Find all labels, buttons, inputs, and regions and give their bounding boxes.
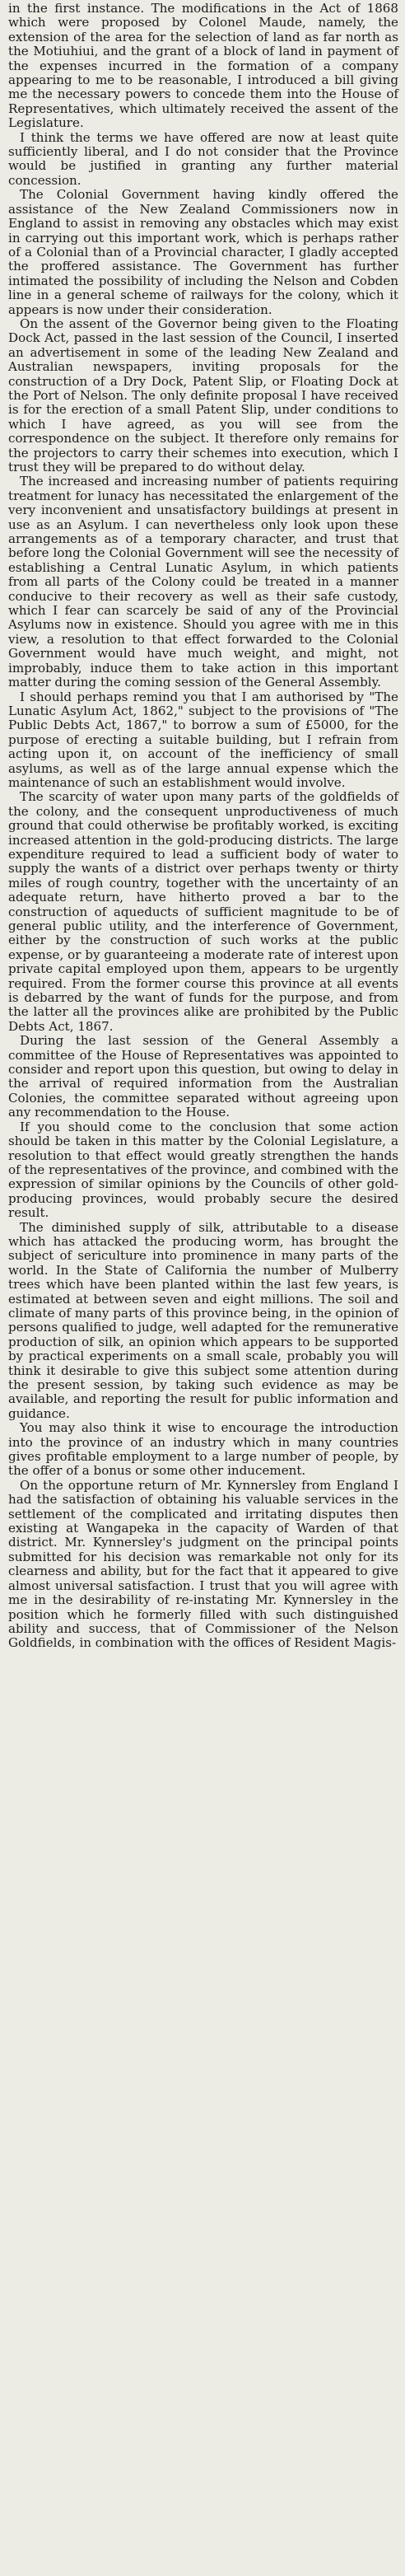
- paragraph-sericulture: The diminished supply of silk, attributable to a disease which has attacked the producing worm, has brought the subject of sericulture into prominence in many parts of the world. In the State of California the number of Mulberry trees which have been planted within the last few years, is estimated at between seven and eight millions. The soil and climate of many parts of this province being, in the opinion of persons qualified to judge, well adapted for the remunerative production of silk, an opinion which appears to be supported by practical experiments on a small scale, probably you will think it desirable to give this subject some attention during the present session, by taking such evidence as may be available, and reporting the result for public information and guidance.: [8, 1219, 398, 1421]
- paragraph-floating-dock: On the assent of the Governor being given to the Floating Dock Act, passed in the last session of the Council, I inserted an advertisement in some of the leading New Zealand and Australian newspapers, inviting proposals for the construction of a Dry Dock, Patent Slip, or Floating Dock at the Port of Nelson. The only definite proposal I have received is for the erection of a small Patent Slip, under conditions to which I have agreed, as you will see from the correspondence on the subject. It therefore only remains for the projectors to carry their schemes into execution, which I trust they will be prepared to do without delay.: [8, 316, 398, 475]
- paragraph-kynnersley: On the opportune return of Mr. Kynnersley from England I had the satisfaction of obtaining his valuable services in the settlement of the complicated and irritating disputes then existing at Wangapeka in the capacity of Warden of that district. Mr. Kynnersley's judgment on the principal points submitted for his decision was remarkable not only for its clearness and ability, but for the fact that it appeared to give almost universal satisfaction. I trust that you will agree with me in the desirability of re-instating Mr. Kynnersley in the position which he formerly filled with such distinguished ability and success, that of Commissioner of the Nelson Goldfields, in combination with the offices of Resident Magis-: [8, 1477, 398, 1651]
- paragraph-lunatic-asylum: The increased and increasing number of patients requiring treatment for lunacy has necessitated the enlargement of the very inconvenient and unsatisfactory buildings at present in use as an Asylum. I can nevertheless only look upon these arrangements as of a temporary character, and trust that before long the Colonial Government will see the necessity of establishing a Central Lunatic Asylum, in which patients from all parts of the Colony could be treated in a manner conducive to their recovery as well as their safe custody, which I fear can scarcely be said of any of the Provincial Asylums now in existence. Should you agree with me in this view, a resolution to that effect forwarded to the Colonial Government would have much weight, and might, not improbably, induce them to take action in this important matter during the coming session of the General Assembly.: [8, 474, 398, 690]
- paragraph-water-scarcity: The scarcity of water upon many parts of the goldfields of the colony, and the consequent unproductiveness of much ground that could otherwise be profitably worked, is exciting increased attention in the gold-producing districts. The large expenditure required to lead a sufficient body of water to supply the wants of a district over perhaps twenty or thirty miles of rough country, together with the uncertainty of an adequate return, have hitherto proved a bar to the construction of aqueducts of sufficient magnitude to be of general public utility, and the interference of Government, either by the construction of such works at the public expense, or by guaranteeing a moderate rate of interest upon private capital employed upon them, appears to be urgently required. From the former course this province at all events is debarred by the want of funds for the purpose, and from the latter all the provinces alike are prohibited by the Public Debts Act, 1867.: [8, 789, 398, 1034]
- paragraph-silk-bonus: You may also think it wise to encourage the introduction into the province of an industry which in many countries gives profitable employment to a large number of people, by the offer of a bonus or some other inducement.: [8, 1420, 398, 1479]
- paragraph-railway-act: in the first instance. The modifications in the Act of 1868 which were proposed by Colonel Maude, namely, the extension of the area for the selection of land as far north as the Motiuhiui, and the grant of a block of land in payment of the expenses incurred in the formation of a company appearing to me to be reasonable, I introduced a bill giving me the necessary powers to concede them into the House of Representatives, which ultimately received the assent of the Legislature.: [8, 1, 398, 131]
- paragraph-colonial-assistance: The Colonial Government having kindly offered the assistance of the New Zealand Commissioners now in England to assist in removing any obstacles which may exist in carrying out this important work, which is perhaps rather of a Colonial than of a Provincial character, I gladly accepted the proffered assistance. The Government has further intimated the possibility of including the Nelson and Cobden line in a general scheme of railways for the colony, which it appears is now under their consideration.: [8, 187, 398, 317]
- paragraph-liberal-terms: I think the terms we have offered are now at least quite sufficiently liberal, and I do not consider that the Province would be justified in granting any further material concession.: [8, 129, 398, 188]
- paragraph-assembly-committee: During the last session of the General Assembly a committee of the House of Representatives was appointed to consider and report upon this question, but owing to delay in the arrival of required information from the Australian Colonies, the committee separated without agreeing upon any recommendation to the House.: [8, 1033, 398, 1120]
- paragraph-resolution: If you should come to the conclusion that some action should be taken in this matter by the Colonial Legislature, a resolution to that effect would greatly strengthen the hands of the representatives of the province, and combined with the expression of similar opinions by the Councils of other gold-producing provinces, would probably secure the desired result.: [8, 1119, 399, 1221]
- paragraph-asylum-loan: I should perhaps remind you that I am authorised by "The Lunatic Asylum Act, 1862," subject to the provisions of "The Public Debts Act, 1867," to borrow a sum of £5000, for the purpose of erecting a suitable building, but I refrain from acting upon it, on account of the inefficiency of small asylums, as well as of the large annual expense which the maintenance of such an establishment would involve.: [8, 689, 398, 790]
